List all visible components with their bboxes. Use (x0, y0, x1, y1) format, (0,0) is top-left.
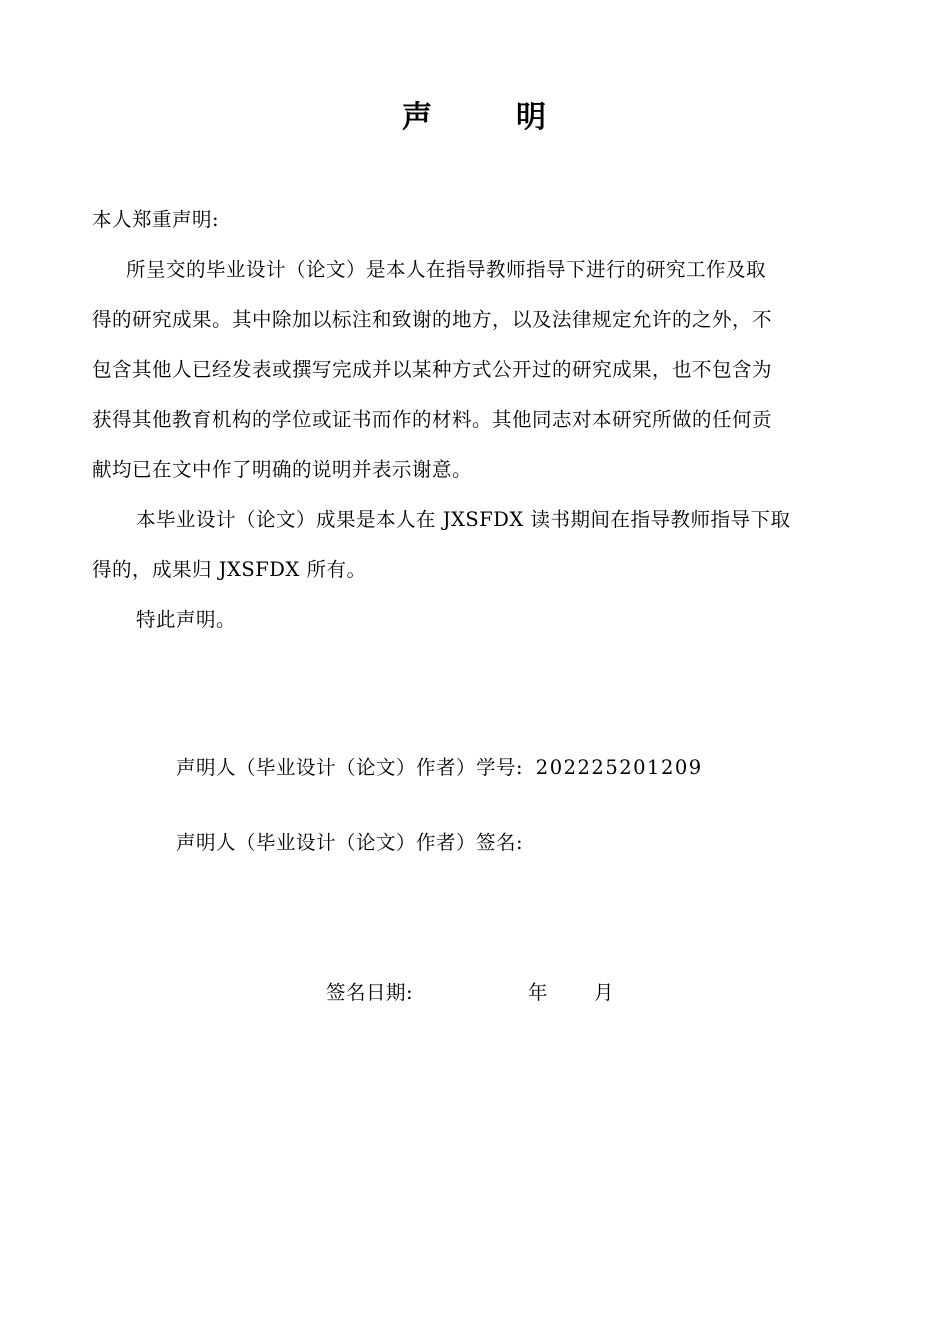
signature-label: 声明人（毕业设计（论文）作者）签名: (176, 831, 524, 854)
declaration-closing: 特此声明。 (136, 608, 237, 631)
date-row (326, 977, 413, 1005)
paragraph-1-line-3: 包含其他人已经发表或撰写完成并以某种方式公开过的研究成果，也不包含为 (92, 358, 773, 381)
paragraph-2-line-2: 得的，成果归 JXSFDX 所有。 (92, 558, 367, 581)
paragraph-2-line-1: 本毕业设计（论文）成果是本人在 JXSFDX 读书期间在指导教师指导下取 (136, 508, 791, 531)
declaration-opening: 本人郑重声明: (92, 208, 220, 231)
page-title (0, 92, 950, 136)
date-label: 签名日期: (326, 981, 414, 1004)
student-id-label: 声明人（毕业设计（论文）作者）学号: (176, 756, 524, 779)
paragraph-1-line-4: 获得其他教育机构的学位或证书而作的材料。其他同志对本研究所做的任何贡 (92, 408, 773, 431)
paragraph-1-line-2: 得的研究成果。其中除加以标注和致谢的地方，以及法律规定允许的之外，不 (92, 308, 773, 331)
student-id-row (176, 752, 703, 780)
paragraph-1-line-1: 所呈交的毕业设计（论文）是本人在指导教师指导下进行的研究工作及取 (126, 258, 767, 281)
year-label: 年 (528, 981, 549, 1004)
title-char-2: 明 (516, 100, 548, 135)
student-id-value: 202225201209 (535, 756, 703, 779)
title-char-1: 声 (402, 100, 434, 135)
signature-row (176, 827, 523, 855)
month-label: 月 (594, 981, 615, 1004)
paragraph-1-line-5: 献均已在文中作了明确的说明并表示谢意。 (92, 458, 473, 481)
